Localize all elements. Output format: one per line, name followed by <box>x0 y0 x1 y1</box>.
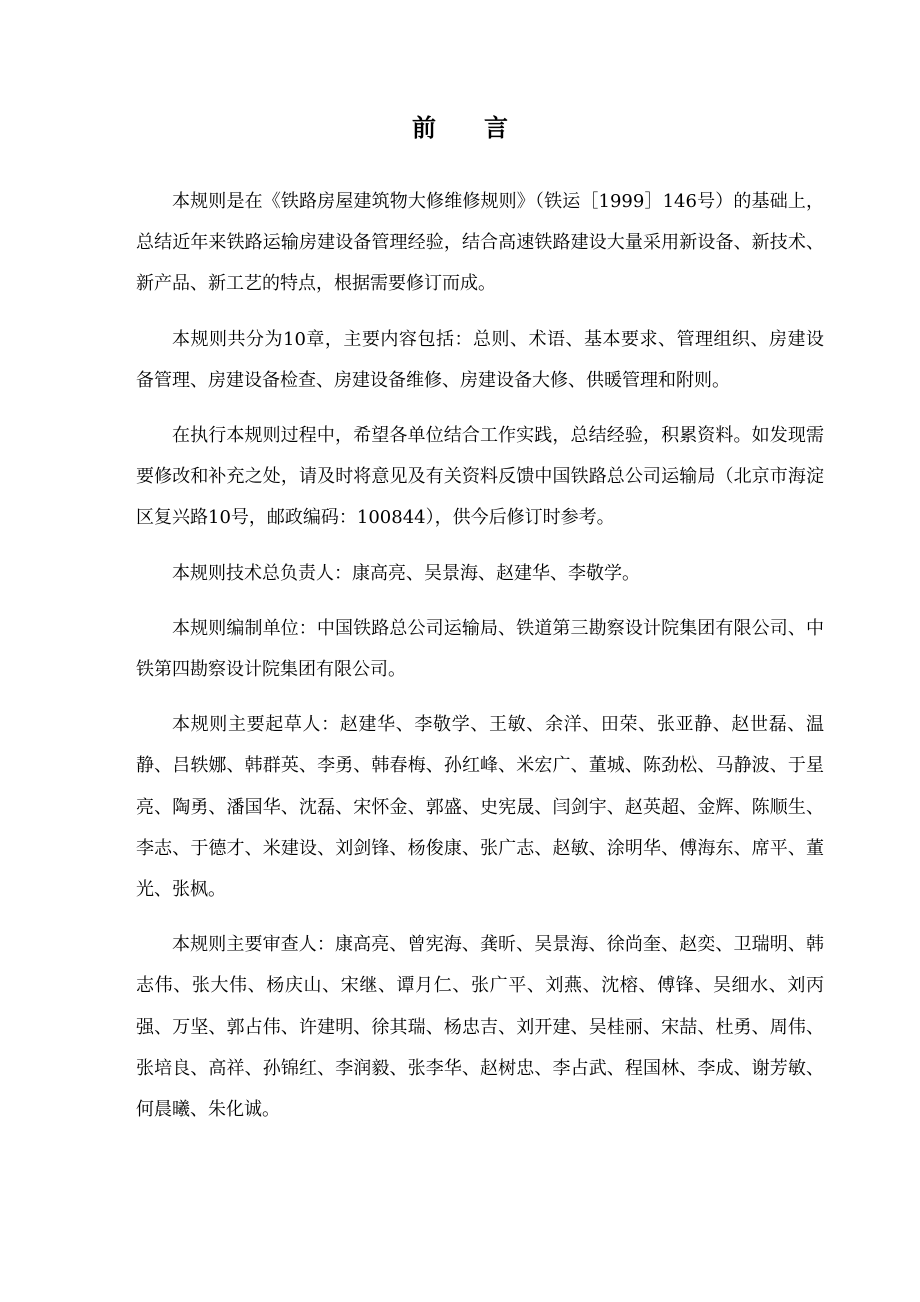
document-body <box>136 181 824 1144</box>
paragraph-chapters: 本规则共分为10章，主要内容包括：总则、术语、基本要求、管理组织、房建设备管理、房建设备检查、房建设备维修、房建设备大修、供暖管理和附则。 <box>136 328 824 391</box>
paragraph-drafters: 本规则主要起草人：赵建华、李敬学、王敏、余洋、田荣、张亚静、赵世磊、温静、吕轶娜、韩群英、李勇、韩春梅、孙红峰、米宏广、董城、陈劲松、马静波、于星亮、陶勇、潘国华、沈磊、宋怀金、郭盛、史宪晟、闫剑宇、赵英超、金辉、陈顺生、李志、于德才、米建设、刘剑锋、杨俊康、张广志、赵敏、涂明华、傅海东、席平、董光、张枫。 <box>136 714 824 901</box>
paragraph-feedback: 在执行本规则过程中，希望各单位结合工作实践，总结经验，积累资料。如发现需要修改和补充之处，请及时将意见及有关资料反馈中国铁路总公司运输局（北京市海淀区复兴路10号，邮政编码：100844），供今后修订时参考。 <box>136 425 824 529</box>
paragraph-intro: 本规则是在《铁路房屋建筑物大修维修规则》（铁运［1999］146号）的基础上，总结近年来铁路运输房建设备管理经验，结合高速铁路建设大量采用新设备、新技术、新产品、新工艺的特点，根据需要修订而成。 <box>136 191 824 295</box>
paragraph-technical-leads: 本规则技术总负责人：康高亮、吴景海、赵建华、李敬学。 <box>172 562 640 584</box>
paragraph-reviewers: 本规则主要审查人：康高亮、曾宪海、龚昕、吴景海、徐尚奎、赵奕、卫瑞明、韩志伟、张大伟、杨庆山、宋继、谭月仁、张广平、刘燕、沈榕、傅锋、吴细水、刘丙强、万坚、郭占伟、许建明、徐其瑞、杨忠吉、刘开建、吴桂丽、宋喆、杜勇、周伟、张培良、高祥、孙锦红、李润毅、张李华、赵树忠、李占武、程国林、李成、谢芳敏、何晨曦、朱化诚。 <box>136 934 824 1121</box>
paragraph-compiling-units: 本规则编制单位：中国铁路总公司运输局、铁道第三勘察设计院集团有限公司、中铁第四勘察设计院集团有限公司。 <box>136 617 824 681</box>
page-title: 前言 <box>412 114 556 142</box>
